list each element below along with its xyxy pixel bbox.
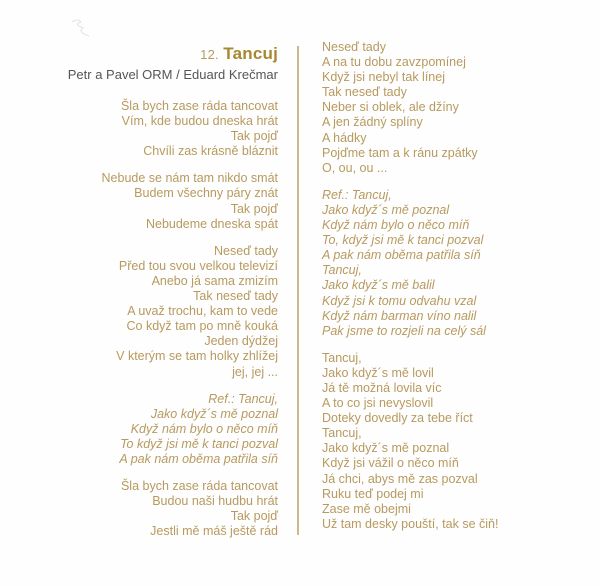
track-number: 12. xyxy=(200,47,219,62)
lyric-line: Nebude se nám tam nikdo smát xyxy=(101,171,278,186)
lyric-line: Jako když´s mě poznal xyxy=(322,441,450,456)
lyric-line: A to co jsi nevyslovil xyxy=(322,396,434,411)
lyric-line: Neseď tady xyxy=(322,40,386,54)
lyric-line: A hádky xyxy=(322,130,367,145)
lyric-line: Zase mě obejmi xyxy=(322,501,411,516)
lyric-line: Neber si oblek, ale džíny xyxy=(322,100,459,115)
lyric-line: Když nám bylo o něco míň xyxy=(322,218,470,233)
verse xyxy=(28,244,278,380)
column-divider-rule xyxy=(297,46,299,535)
lyric-line: Jako když´s mě poznal xyxy=(150,406,278,421)
lyric-line: Ref.: Tancuj, xyxy=(208,391,278,406)
lyric-line: Budou naši hudbu hrát xyxy=(152,494,278,509)
right-lyrics xyxy=(322,40,582,532)
lyric-line: Jestli mě máš ještě rád xyxy=(150,524,278,539)
lyric-line: A na tu dobu zavzpomínej xyxy=(322,55,466,70)
lyric-line: Co když tam po mně kouká xyxy=(126,319,278,334)
verse xyxy=(28,479,278,539)
lyric-line: V kterým se tam holky zhlížej xyxy=(116,349,278,364)
verse xyxy=(28,99,278,159)
lyric-line: Pak jsme to rozjeli na celý sál xyxy=(322,323,486,338)
right-column xyxy=(322,40,582,544)
verse xyxy=(322,351,582,532)
lyric-line: Já chci, abys mě zas pozval xyxy=(322,471,478,486)
lyric-line: Před tou svou velkou televizí xyxy=(118,258,278,273)
lyric-line: Pojďme tam a k ránu zpátky xyxy=(322,145,478,160)
lyric-line: jej, jej ... xyxy=(232,364,278,379)
lyric-line: Ref.: Tancuj, xyxy=(322,187,392,202)
lyric-line: Jako když´s mě lovil xyxy=(322,365,434,380)
lyric-line: A pak nám oběma patřila síň xyxy=(119,451,278,466)
lyric-line: O, ou, ou ... xyxy=(322,160,388,175)
lyric-line: Když nám bylo o něco míň xyxy=(130,421,278,436)
verse xyxy=(28,392,278,467)
verse xyxy=(322,188,582,339)
lyric-line: Šla bych zase ráda tancovat xyxy=(120,99,278,113)
lyric-line: Tak pojď xyxy=(230,201,278,216)
verse xyxy=(28,171,278,231)
lyric-line: Jako když´s mě balil xyxy=(322,278,435,293)
lyric-line: Ruku teď podej mi xyxy=(322,486,424,501)
lyric-line: Když jsi vážil o něco míň xyxy=(322,456,459,471)
song-credits: Petr a Pavel ORM / Eduard Krečmar xyxy=(67,67,278,82)
lyric-line: Už tam desky pouští, tak se čiň! xyxy=(322,516,499,531)
lyric-line: Doteky dovedly za tebe říct xyxy=(322,411,473,426)
lyric-line: Neseď tady xyxy=(214,243,278,258)
lyric-line: Tak pojď xyxy=(230,509,278,524)
left-column xyxy=(28,44,278,551)
lyric-line: Tak neseď tady xyxy=(322,85,407,100)
lyric-line: A uvaž trochu, kam to vede xyxy=(127,304,278,319)
lyric-line: Chvíli zas krásně bláznit xyxy=(143,144,278,159)
lyric-line: To, když jsi mě k tanci pozval xyxy=(322,233,484,248)
lyric-line: To když jsi mě k tanci pozval xyxy=(120,436,278,451)
lyric-line: Tancuj, xyxy=(322,426,362,441)
lyric-line: Tancuj, xyxy=(322,263,362,278)
lyric-line: Jako když´s mě poznal xyxy=(322,202,450,217)
lyric-line: Když jsi nebyl tak línej xyxy=(322,70,445,85)
lyric-line: Jeden dýdžej xyxy=(204,334,278,349)
lyric-line: Šla bych zase ráda tancovat xyxy=(120,479,278,494)
left-lyrics xyxy=(28,99,278,539)
lyric-line: Vím, kde budou dneska hrát xyxy=(121,114,278,129)
lyric-line: Tancuj, xyxy=(322,350,362,365)
lyric-line: Tak pojď xyxy=(230,129,278,144)
lyric-line: Tak neseď tady xyxy=(193,289,278,304)
lyric-line: A jen žádný splíny xyxy=(322,115,423,130)
lyric-line: Anebo já sama zmizím xyxy=(151,273,278,288)
lyric-line: Já tě možná lovila víc xyxy=(322,380,442,395)
song-title: Tancuj xyxy=(223,44,278,63)
verse xyxy=(322,40,582,176)
lyric-line: Nebudeme dneska spát xyxy=(145,216,278,231)
lyric-line: Když jsi k tomu odvahu vzal xyxy=(322,293,477,308)
song-title-line xyxy=(28,44,278,64)
lyric-line: Když nám barman víno nalil xyxy=(322,308,477,323)
lyric-line: A pak nám oběma patřila síň xyxy=(322,248,481,263)
lyric-line: Budem všechny páry znát xyxy=(134,186,278,201)
